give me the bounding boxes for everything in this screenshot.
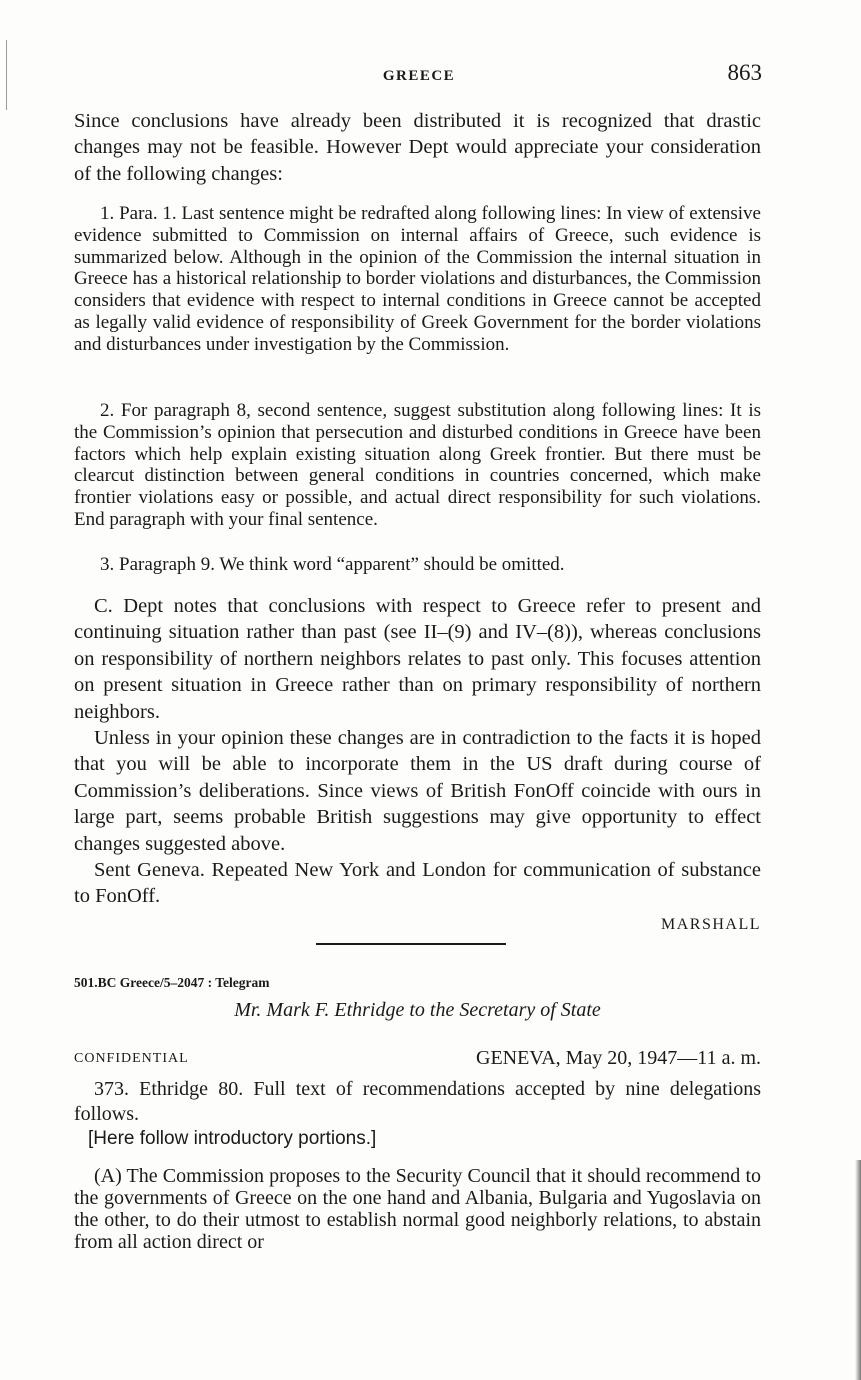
page-number: 863 (727, 60, 762, 85)
running-header (76, 60, 762, 96)
paragraph-unless: Unless in your opinion these changes are in contradiction to the facts it is hoped that you will be able to incorporate them in the US draft during course of Commission’s deliberations. Since views of British FonOff coincide with ours in large part, seems probable British suggestions may give opportunity to effect changes suggested above. (74, 727, 761, 855)
dateline: GENEVA, May 20, 1947—11 a. m. (476, 1047, 761, 1069)
dateline-row (74, 1047, 761, 1073)
scan-edge-left (6, 40, 7, 110)
signature: MARSHALL (660, 916, 761, 933)
bracket-line (74, 1128, 761, 1150)
change-item-1: 1. Para. 1. Last sentence might be redrafted along following lines: In view of extensive evidence submitted to Commission on internal affairs of Greece, such evidence is summarized below. Although in the opinion of the Commission the internal situation in Greece has a historical relationship to border violations and disturbances, the Commission considers that evidence with respect to internal conditions in Greece cannot be accepted as legally valid evidence of responsibility of Greek Government for the border violations and disturbances under investigation by the Commission. (74, 203, 761, 355)
scan-edge-right (855, 1160, 861, 1380)
bracket-note: [Here follow introductory portions.] (88, 1128, 377, 1149)
paragraph-sent: Sent Geneva. Repeated New York and London for communication of substance to FonOff. (74, 859, 761, 908)
telegram-opening: 373. Ethridge 80. Full text of recommendations accepted by nine delegations follows. (74, 1078, 761, 1125)
change-item-2: 2. For paragraph 8, second sentence, suggest substitution along following lines: It is the Commission’s opinion that persecution and disturbed conditions in Greece have been factors which help explain existing situation along Greek frontier. But there must be clearcut distinction between general conditions in countries concerned, which make frontier violations easy or possible, and actual direct responsibility for such violations. End paragraph with your final sentence. (74, 400, 761, 530)
paragraph-c: C. Dept notes that conclusions with respect to Greece refer to present and continuing situation rather than past (see II–(9) and IV–(8)), whereas conclusions on responsibility of northern neighbors relates to past only. This focuses attention on present situation in Greece rather than on primary responsibility of northern neighbors. (74, 595, 761, 723)
running-title: GREECE (382, 68, 456, 84)
section-divider (316, 943, 506, 945)
change-item-3: 3. Paragraph 9. We think word “apparent” should be omitted. (100, 554, 565, 575)
recommendation-a: (A) The Commission proposes to the Security Council that it should recommend to the governments of Greece on the one hand and Albania, Bulgaria and Yugoslavia on the other, to do their utmost to establish normal good neighborly relations, to abstain from all action direct or (74, 1165, 761, 1253)
intro-paragraph: Since conclusions have already been distributed it is recognized that drastic changes may not be feasible. However Dept would appreciate your consideration of the following changes: (74, 110, 761, 185)
file-note: 501.BC Greece/5–2047 : Telegram (74, 975, 270, 990)
classification-label: CONFIDENTIAL (74, 1051, 189, 1066)
document-title: Mr. Mark F. Ethridge to the Secretary of State (234, 999, 601, 1021)
